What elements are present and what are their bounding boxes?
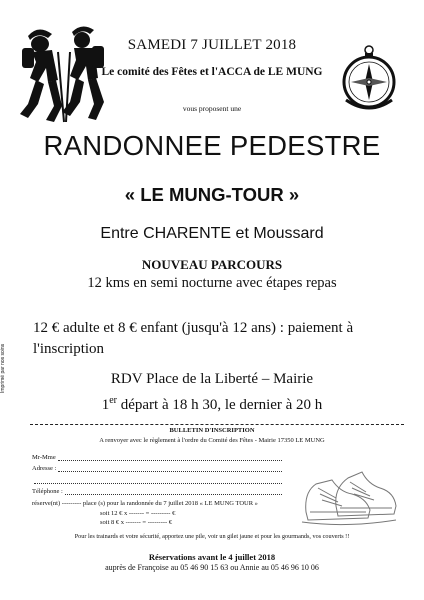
price-text: 12 € adulte et 8 € enfant (jusqu'à 12 ans) : paiement à l'inscription [33,320,354,357]
event-date: SAMEDI 7 JUILLET 2018 [127,37,297,53]
reservation-line: réserve(nt) --------- place (s) pour la randonnée du 7 juillet 2018 « LE MUNG TOUR » [32,500,258,507]
phone-label: Téléphone : [32,488,63,495]
departure-text: départ à 18 h 30, le dernier à 20 h [116,397,323,413]
meeting-point: RDV Place de la Liberté – Mairie [110,371,314,387]
phone-dots [65,488,282,495]
address-field[interactable] [32,465,282,472]
safety-note: Pour les trainards et votre sécurité, apportez une pile, voir un gilet jaune et pour les gourmands, vos couverts !! [74,533,350,540]
departure-number: 1 [101,397,110,413]
departure-ordinal: er [109,395,117,406]
hiking-shoes-icon [296,462,400,528]
address-line-2-dots [34,477,282,484]
address-line-2-field[interactable] [32,477,282,484]
phone-field[interactable] [32,488,282,495]
address-label: Adresse : [32,465,57,472]
departure-times [0,395,424,414]
address-dots [58,465,282,472]
form-heading: BULLETIN D'INSCRIPTION [169,427,255,434]
cut-line [30,424,404,425]
new-route-label: NOUVEAU PARCOURS [141,257,283,272]
propose-text: vous proposent une [182,104,242,113]
organizers: Le comité des Fêtes et l'ACCA de LE MUNG [101,66,323,78]
name-label: Mr-Mme [32,454,56,461]
child-price-line: soit 8 € x ------- = --------- € [100,519,173,526]
reservation-deadline: Réservations avant le 4 juillet 2018 [148,552,276,562]
page-title: RANDONNEE PEDESTRE [43,130,381,161]
form-instruction: A renvoyer avec le règlement à l'ordre du Comité des Fêtes - Mairie 17350 LE MUNG [99,437,325,444]
printer-note: Imprimé par nos soins [0,343,6,393]
name-field[interactable] [32,454,282,461]
route-area: Entre CHARENTE et Moussard [100,225,324,242]
contact-phones: auprès de Françoise au 05 46 90 15 63 ou Annie au 05 46 96 10 06 [105,563,319,572]
event-name: « LE MUNG-TOUR » [124,184,300,205]
adult-price-line: soit 12 € x ------- = --------- € [100,510,176,517]
name-dots [58,454,282,461]
distance-text: 12 kms en semi nocturne avec étapes repas [87,275,337,291]
